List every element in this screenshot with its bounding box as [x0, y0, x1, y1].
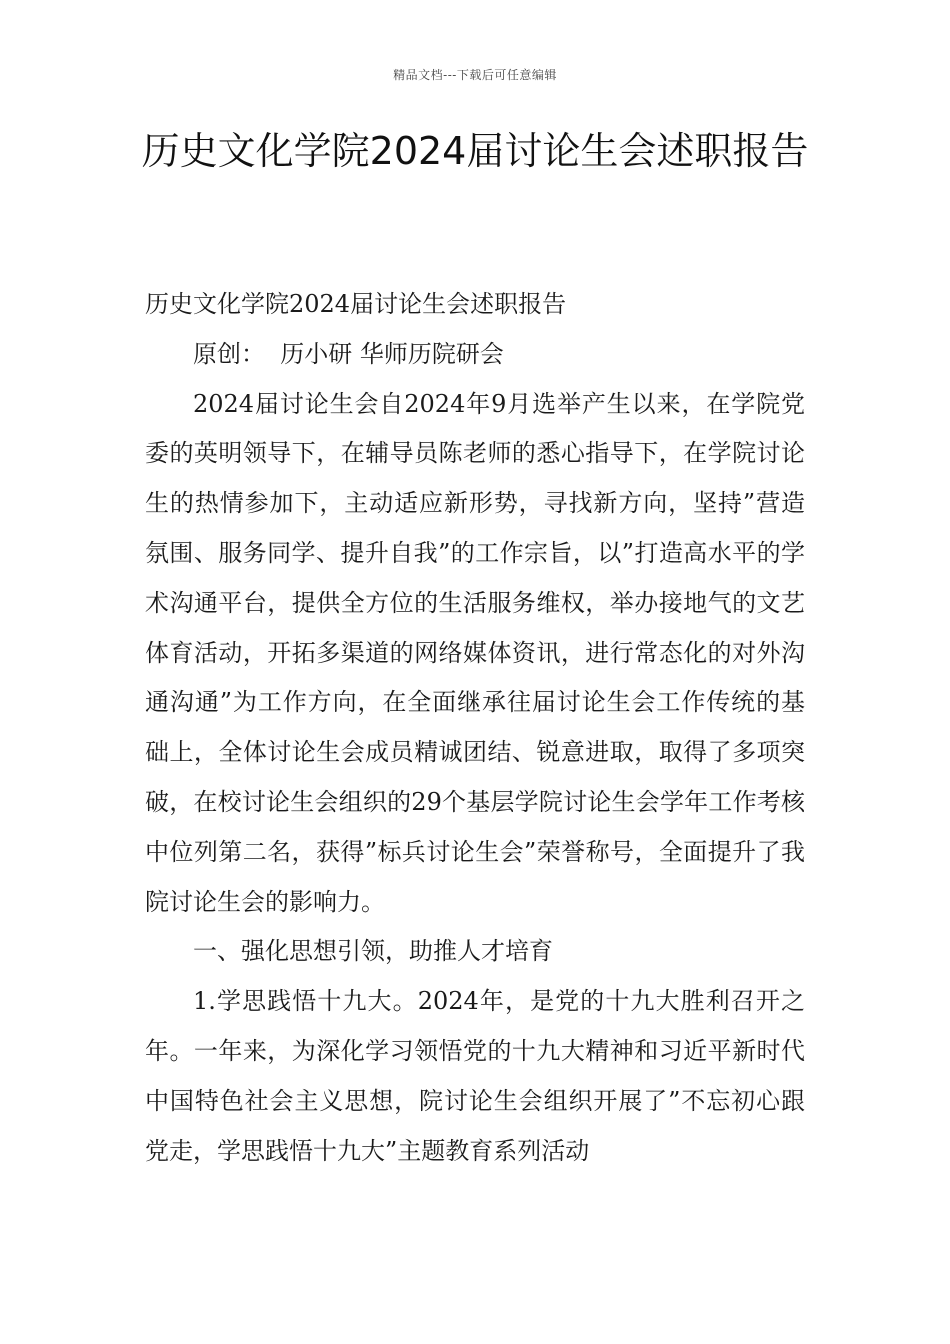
intro-paragraph: 2024届讨论生会自2024年9月选举产生以来，在学院党委的英明领导下，在辅导员陈老师的悉心指导下，在学院讨论生的热情参加下，主动适应新形势，寻找新方向，坚持”营造氛围、服务同学、提升自我”的工作宗旨，以”打造高水平的学术沟通平台，提供全方位的生活服务维权，举办接地气的文艺体育活动，开拓多渠道的网络媒体资讯，进行常态化的对外沟通沟通”为工作方向，在全面继承往届讨论生会工作传统的基础上，全体讨论生会成员精诚团结、锐意进取，取得了多项突破，在校讨论生会组织的29个基层学院讨论生会学年工作考核中位列第二名，获得”标兵讨论生会”荣誉称号，全面提升了我院讨论生会的影响力。: [145, 389, 805, 916]
page-title: 历史文化学院2024届讨论生会述职报告: [141, 129, 809, 173]
header-note: 精品文档---下载后可任意编辑: [393, 68, 557, 82]
author-label: 原创：: [193, 339, 265, 368]
item-paragraph: 1.学思践悟十九大。2024年，是党的十九大胜利召开之年。一年来，为深化学习领悟党的十九大精神和习近平新时代中国特色社会主义思想，院讨论生会组织开展了”不忘初心跟党走，学思践悟十九大”主题教育系列活动: [145, 987, 805, 1165]
document-body: [145, 280, 805, 1176]
author-line: [145, 330, 805, 380]
author-name: 历小研 华师历院研会: [280, 339, 504, 368]
section-heading: 一、强化思想引领，助推人才培育: [193, 937, 553, 966]
subtitle: 历史文化学院2024届讨论生会述职报告: [145, 290, 567, 318]
